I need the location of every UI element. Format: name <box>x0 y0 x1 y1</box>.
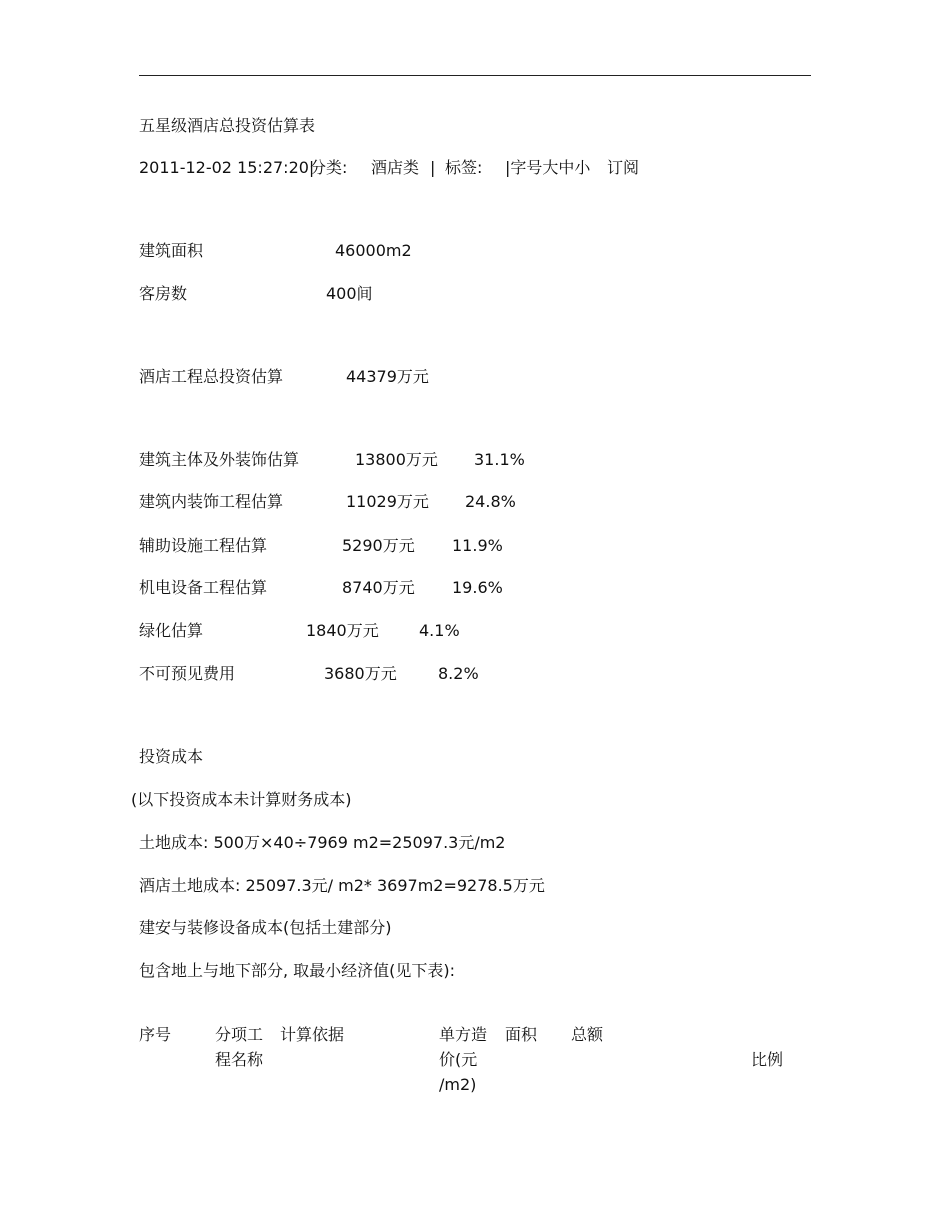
col-unit-line1: 单方造 <box>439 1025 488 1044</box>
hotel-land-cost: 酒店土地成本: 25097.3元/ m2* 3697m2=9278.5万元 <box>139 876 545 895</box>
area-label: 建筑面积 <box>139 241 204 260</box>
breakdown-value: 5290万元 <box>342 536 415 555</box>
land-cost: 土地成本: 500万×40÷7969 m2=25097.3元/m2 <box>139 833 506 852</box>
scope-note: 包含地上与地下部分, 取最小经济值(见下表): <box>139 961 456 980</box>
rooms-value: 400间 <box>326 284 373 303</box>
breakdown-value: 8740万元 <box>342 578 415 597</box>
rooms-label: 客房数 <box>139 284 188 303</box>
breakdown-label: 建筑内装饰工程估算 <box>139 492 284 511</box>
breakdown-label: 绿化估算 <box>139 621 204 640</box>
col-ratio: 比例 <box>751 1050 784 1069</box>
subscribe-link[interactable]: 订阅 <box>607 158 640 177</box>
breakdown-pct: 4.1% <box>419 621 460 640</box>
meta-separator: | <box>430 158 436 177</box>
post-datetime: 2011-12-02 15:27:20| <box>139 158 315 177</box>
category-link[interactable]: 酒店类 <box>371 158 420 177</box>
tag-label: 标签: <box>445 158 483 177</box>
col-item-line1: 分项工 <box>215 1025 264 1044</box>
col-item-line2: 程名称 <box>215 1050 264 1069</box>
breakdown-pct: 11.9% <box>452 536 503 555</box>
breakdown-label: 辅助设施工程估算 <box>139 536 268 555</box>
col-unit-line2: 价(元 <box>439 1050 478 1069</box>
col-total: 总额 <box>571 1025 604 1044</box>
breakdown-label: 不可预见费用 <box>139 664 236 683</box>
area-value: 46000m2 <box>335 241 412 260</box>
breakdown-label: 建筑主体及外装饰估算 <box>139 450 300 469</box>
top-divider <box>139 75 811 76</box>
breakdown-label: 机电设备工程估算 <box>139 578 268 597</box>
cost-heading: 投资成本 <box>139 747 204 766</box>
breakdown-pct: 24.8% <box>465 492 516 511</box>
col-basis: 计算依据 <box>280 1025 345 1044</box>
page-title: 五星级酒店总投资估算表 <box>139 116 316 135</box>
breakdown-value: 13800万元 <box>355 450 438 469</box>
breakdown-value: 11029万元 <box>346 492 429 511</box>
breakdown-pct: 8.2% <box>438 664 479 683</box>
total-value: 44379万元 <box>346 367 429 386</box>
total-label: 酒店工程总投资估算 <box>139 367 284 386</box>
breakdown-pct: 19.6% <box>452 578 503 597</box>
breakdown-value: 3680万元 <box>324 664 397 683</box>
col-unit-line3: /m2) <box>439 1075 477 1094</box>
cost-note: (以下投资成本未计算财务成本) <box>131 790 352 809</box>
font-size-switcher[interactable]: |字号大中小 <box>505 158 591 177</box>
breakdown-value: 1840万元 <box>306 621 379 640</box>
category-label: 分类: <box>310 158 348 177</box>
col-area: 面积 <box>505 1025 538 1044</box>
col-seq: 序号 <box>139 1025 172 1044</box>
construction-cost: 建安与装修设备成本(包括土建部分) <box>139 918 392 937</box>
breakdown-pct: 31.1% <box>474 450 525 469</box>
